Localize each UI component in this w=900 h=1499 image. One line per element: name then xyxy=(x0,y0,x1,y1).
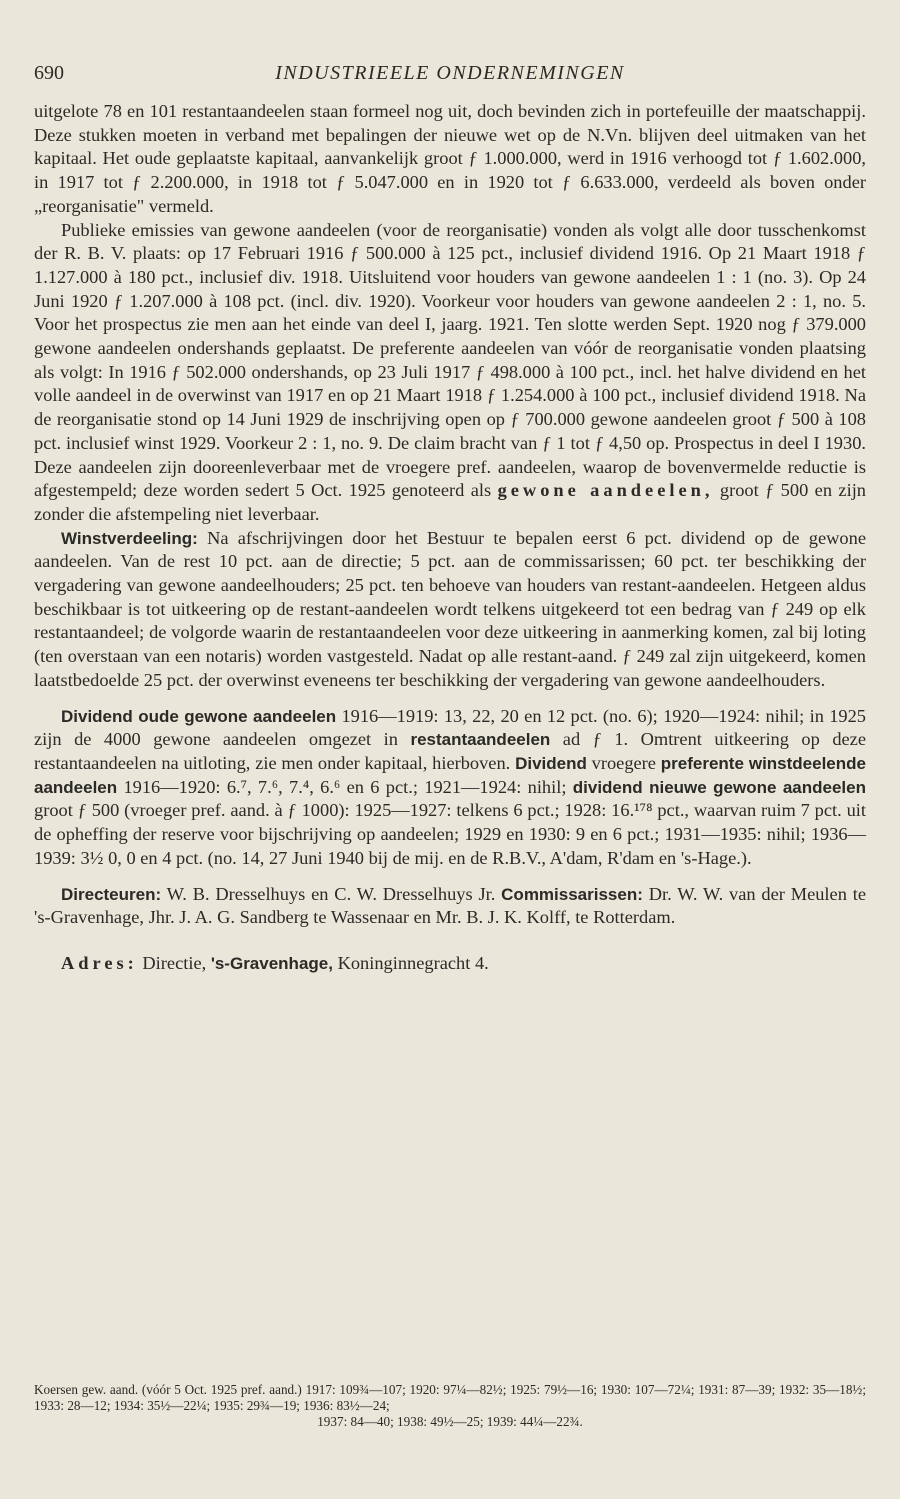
dividend-heading-4: preferente winstdeelende aandeelen xyxy=(34,753,866,797)
commissioners-label: Commissarissen: xyxy=(501,884,643,904)
emissions-text: Publieke emissies van gewone aandeelen (voor de reorganisatie) vonden als volgt alle door tusschenkomst der R. B. V. plaats: op 17 Februari 1916 ƒ 500.000 à 125 pct., inclusief dividend 1916. Op 21 Maart 1918 ƒ 1.127.000 à 180 pct., inclusief div. 1918. Uitsluitend voor houders van gewone aandeelen 1 : 1 (no. 3). Op 24 Juni 1920 ƒ 1.207.000 à 108 pct. (incl. div. 1920). Voorkeur voor houders van gewone aandeelen 2 : 1, no. 5. Voor het prospectus zie men aan het einde van deel I, jaarg. 1921. Ten slotte werden Sept. 1920 nog ƒ 379.000 gewone aandeelen ondershands geplaatst. De preferente aandeelen van vóór de reorganisatie vonden plaatsing als volgt: In 1916 ƒ 502.000 ondershands, op 23 Juli 1917 ƒ 498.000 à 100 pct., incl. het halve dividend en het volle aandeel in de overwinst van 1917 en op 21 Maart 1918 ƒ 1.254.000 à 100 pct., inclusief dividend 1918. Na de reorganisatie stond op 14 Juni 1929 de inschrijving open op ƒ 700.000 gewone aandeelen groot ƒ 500 à 108 pct. inclusief winst 1929. Voorkeur 2 : 1, no. 9. De claim bracht van ƒ 1 tot ƒ 4,50 op. Prospectus in deel I 1930. Deze aandeelen zijn dooreenleverbaar met de vroegere pref. aandeelen, waarop de bovenvermelde reductie is afgestempeld; deze worden sedert 5 Oct. 1925 genoteerd als xyxy=(34,219,866,501)
dividend-heading-5: dividend nieuwe gewone aandeelen xyxy=(572,777,866,797)
profit-distribution-text: Na afschrijvingen door het Bestuur te bepalen eerst 6 pct. dividend op de gewone aandeelen. Van de rest 10 pct. aan de directie; 5 pct. aan de commissarissen; 60 pct. ter beschikking der vergadering van gewone aandeelhouders; 25 pct. ten behoeve van houders van restant-aandeelen. Hetgeen aldus beschikbaar is tot uitkeering op de restant-aandeelen wordt telkens uitgekeerd tot een bedrag van ƒ 249 op elk restantaandeel; de volgorde waarin de restantaandeelen voor deze uitkeering in aanmerking komen, zal bij loting (ten overstaan van een notaris) worden vastgesteld. Nadat op alle restant-aand. ƒ 249 zal zijn uitgekeerd, komen laatstbedoelde 25 pct. der overwinst eveneens ter beschikking der vergadering van gewone aandeelhouders. xyxy=(34,527,866,690)
address-text-1: Directie, xyxy=(137,952,211,973)
dividend-text-1: 1916—1919: 13, 22, 20 en 12 pct. (no. 6); 1920—1924: nihil; in 1925 zijn de 4000 gewone aandeelen omgezet in xyxy=(34,705,866,750)
address-label: Adres: xyxy=(61,952,138,973)
paragraph-emissions xyxy=(34,219,866,527)
profit-distribution-label: Winstverdeeling: xyxy=(61,528,198,548)
emissions-text-end: groot ƒ 500 en zijn zonder die afstempeling niet leverbaar. xyxy=(34,480,867,524)
dividend-text-4: 1916—1920: 6.⁷, 7.⁶, 7.⁴, 6.⁶ en 6 pct.; 1921—1924: nihil; xyxy=(117,776,573,797)
footnote-quotations xyxy=(34,1382,866,1430)
dividend-heading-2: restantaandeelen xyxy=(410,730,551,750)
dividend-heading-1: Dividend oude gewone aandeelen xyxy=(61,706,337,726)
footnote-text: Koersen gew. aand. (vóór 5 Oct. 1925 pref. aand.) 1917: 109¾—107; 1920: 97¼—82½; 1925: 79½—16; 1930: 107—72¼; 1931: 87—39; 1932: 35—18½; 1933: 28—12; 1934: 35½—22¼; 1935: 29¾—19; 1936: 83½—24; xyxy=(34,1382,866,1413)
paragraph-capital: uitgelote 78 en 101 restantaandeelen staan formeel nog uit, doch bevinden zich in portefeuille der maatschappij. Deze stukken moeten in verband met bepalingen der nieuwe wet op de N.Vn. blijven deel uitmaken van het kapitaal. Het oude geplaatste kapitaal, aanvankelijk groot ƒ 1.000.000, werd in 1916 verhoogd tot ƒ 1.602.000, in 1917 tot ƒ 2.200.000, in 1918 tot ƒ 5.047.000 en in 1920 tot ƒ 6.633.000, verdeeld als boven onder „reorganisatie" vermeld. xyxy=(34,101,866,216)
footnote-last-line: 1937: 84—40; 1938: 49½—25; 1939: 44¼—22¾. xyxy=(317,1414,583,1429)
address-street: Koninginnegracht 4. xyxy=(332,952,489,973)
commissioners-text: Dr. W. W. van der Meulen te 's-Gravenhage, Jhr. J. A. G. Sandberg te Wassenaar en Mr. B. J. K. Kolff, te Rotterdam. xyxy=(34,883,866,928)
directors-label: Directeuren: xyxy=(61,884,162,904)
page-number: 690 xyxy=(34,62,64,84)
paragraph-management xyxy=(34,883,866,930)
address-city: 's-Gravenhage, xyxy=(210,953,333,973)
directors-text: W. B. Dresselhuys en C. W. Dresselhuys Jr. xyxy=(161,883,502,904)
dividend-text-3: vroegere xyxy=(586,752,661,773)
dividend-text-5: groot ƒ 500 (vroeger pref. aand. à ƒ 1000): 1925—1927: telkens 6 pct.; 1928: 16.¹⁷⁸ pct., waarvan ruim 7 pct. uit de opheffing der reserve voor bijschrijving op aandeelen; 1929 en 1930: 9 en 6 pct.; 1931—1935: nihil; 1936—1939: 3½ 0, 0 en 4 pct. (no. 14, 27 Juni 1940 bij de mij. en de R.B.V., A'dam, R'dam en 's-Hage.). xyxy=(34,800,866,868)
running-title: INDUSTRIEELE ONDERNEMINGEN xyxy=(275,62,625,84)
paragraph-dividends xyxy=(34,705,866,871)
page-header xyxy=(34,60,866,90)
dividend-heading-3: Dividend xyxy=(515,753,587,773)
dividend-text-2: ad ƒ 1. Omtrent uitkeering op deze restantaandeelen na uitloting, zie men onder kapitaal, hierboven. xyxy=(34,729,866,773)
paragraph-address xyxy=(34,952,866,976)
paragraph-profit-distribution xyxy=(34,527,866,693)
emissions-emphasis: gewone aandeelen, xyxy=(497,480,714,501)
body-text xyxy=(34,100,866,976)
